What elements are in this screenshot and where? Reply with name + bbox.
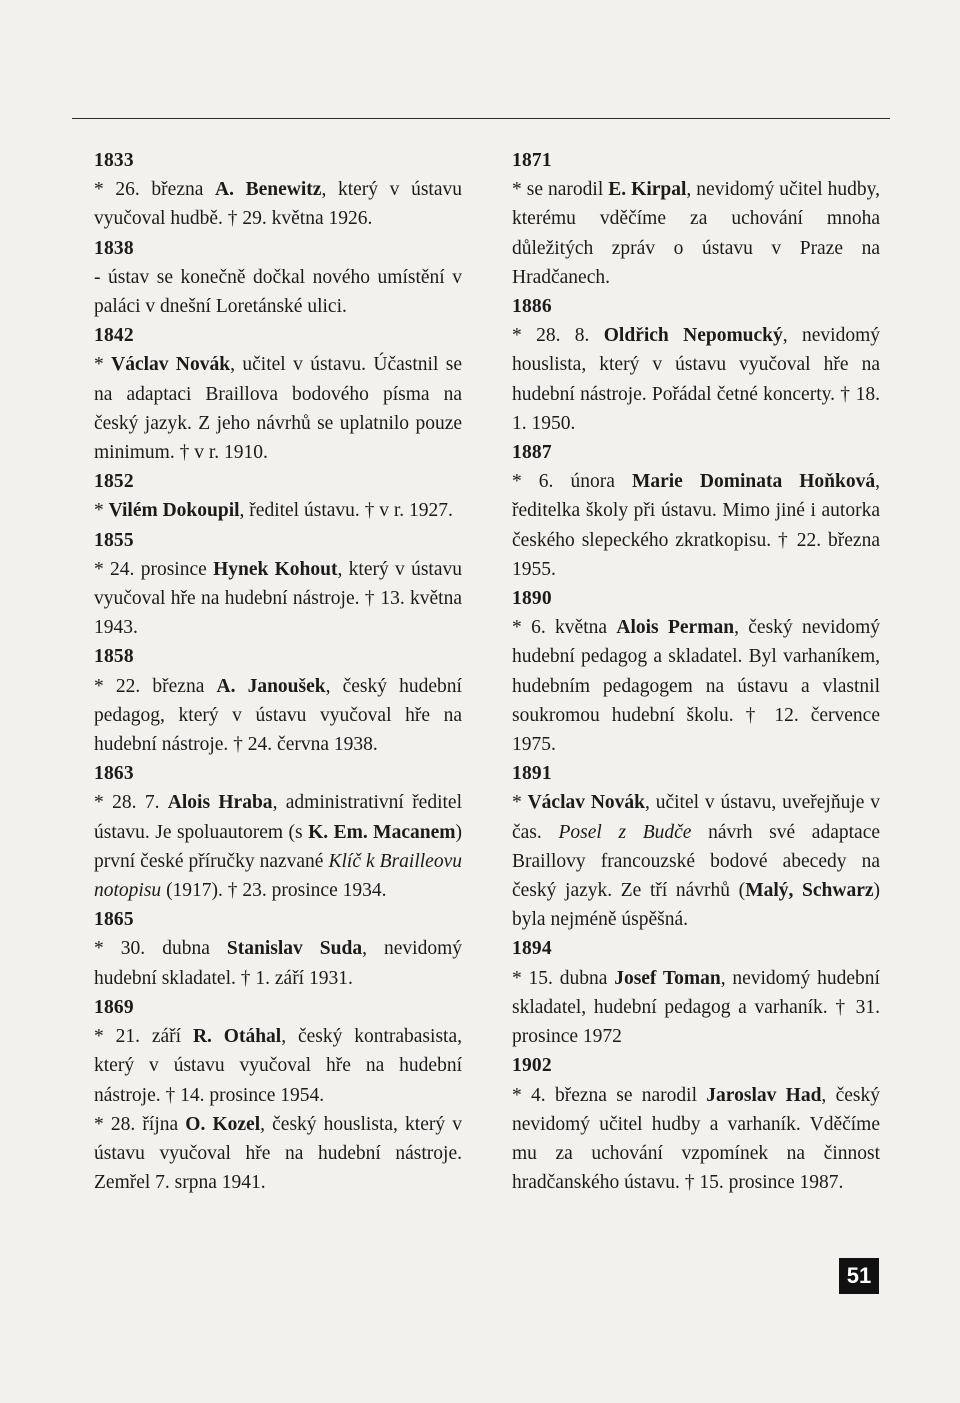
entry-text-part: , nevidomý hudební skladatel. † 1. září 1931. [94, 938, 462, 989]
entry-year: 1902 [512, 1055, 552, 1077]
entry-title: Klíč k Brailleovu notopisu [94, 850, 462, 902]
entry-year: 1891 [512, 763, 552, 785]
entry-text-part: , nevidomý houslista, který v ústavu vyučoval hře na hudební nástroje. Pořádal četné koncerty. † 18. 1. 1950. [512, 325, 880, 434]
entry-text-part: , český hudební pedagog, který v ústavu vyučoval hře na hudební nástroje. † 24. června 1938. [94, 675, 462, 756]
entry-text-part: , nevidomý učitel hudby, kterému vděčíme za uchování mnoha důležitých zpráv o ústavu v Praze na Hradčanech. [512, 179, 880, 288]
chronology-entry [94, 1110, 462, 1198]
entry-text [94, 1110, 462, 1198]
chronology-entry [94, 759, 462, 905]
entry-year: 1858 [94, 646, 134, 668]
chronology-entry [94, 467, 462, 525]
left-column [94, 146, 462, 1197]
entry-text-part: * [94, 500, 109, 522]
entry-text [512, 467, 880, 584]
entry-year: 1855 [94, 529, 134, 551]
entry-text-part: , český nevidomý hudební pedagog a skladatel. Byl varhaníkem, hudebním pedagogem na ústavu a vlastnil soukromou hudební školu. † 12. července 1975. [512, 617, 881, 756]
entry-name: Hynek Kohout [213, 558, 338, 580]
entry-year: 1838 [94, 237, 134, 259]
entry-text-part: , učitel v ústavu. Účastnil se na adaptaci Braillova bodového písma na český jazyk. Z jeho návrhů se uplatnilo pouze minimum. † v r. 1910. [94, 354, 462, 464]
chronology-entry [94, 993, 462, 1110]
chronology-entry [94, 642, 462, 759]
entry-text-part: * 30. dubna [94, 938, 227, 960]
entry-text-part: * 28. října [94, 1113, 186, 1135]
entry-name: A. Benewitz [215, 179, 322, 201]
entry-year: 1842 [94, 325, 134, 347]
entry-text-part: * 22. března [94, 675, 217, 697]
chronology-entry [94, 146, 462, 234]
entry-text [94, 555, 462, 643]
entry-name: K. Em. Macanem [308, 821, 456, 843]
entry-text [512, 1081, 880, 1198]
entry-text-part: ) byla nejméně úspěšná. [512, 880, 881, 931]
entry-name: Vilém Dokoupil [108, 500, 240, 522]
chronology-entry [94, 526, 462, 643]
entry-text-part: * [94, 354, 112, 376]
entry-text [94, 788, 462, 905]
entry-text [94, 672, 462, 760]
entry-text-part: * 28. 7. [94, 792, 168, 814]
entry-name: Malý, Schwarz [745, 880, 874, 902]
entry-text-part: * 24. prosince [94, 558, 214, 580]
entry-text-part: , ředitelka školy při ústavu. Mimo jiné i autorka českého slepeckého zkratkopisu. † 22. března 1955. [512, 471, 880, 580]
entry-year: 1890 [512, 588, 552, 610]
chronology-entry [94, 234, 462, 322]
entry-year: 1833 [94, 150, 134, 171]
chronology-entry [512, 934, 880, 1051]
entry-text [512, 964, 880, 1052]
entry-year: 1865 [94, 909, 134, 931]
entry-text [512, 175, 880, 292]
entry-name: Alois Hraba [167, 792, 273, 814]
entry-year: 1871 [512, 150, 552, 171]
entry-name: R. Otáhal [192, 1026, 282, 1048]
entry-name: O. Kozel [185, 1113, 261, 1135]
entry-text-part: , český kontrabasista, který v ústavu vyučoval hře na hudební nástroje. † 14. prosince 1954. [94, 1026, 462, 1106]
chronology-entry [94, 321, 462, 467]
entry-name: Václav Novák [527, 792, 646, 814]
chronology-entry [512, 146, 880, 292]
entry-text [94, 934, 462, 992]
entry-text-part: - ústav se konečně dočkal nového umístění v paláci v dnešní Loretánské ulici. [94, 266, 462, 318]
entry-title: Posel z Budče [558, 821, 692, 843]
right-column [512, 146, 880, 1197]
chronology-entry [512, 584, 880, 759]
entry-year: 1886 [512, 296, 552, 318]
entry-name: Stanislav Suda [226, 938, 363, 960]
entry-text [512, 321, 880, 438]
chronology-entry [512, 759, 880, 934]
entry-name: Josef Toman [614, 967, 721, 989]
entry-text-part: , ředitel ústavu. † v r. 1927. [239, 500, 453, 522]
entry-name: Václav Novák [111, 354, 231, 376]
entry-text [94, 1022, 462, 1110]
entry-text-part: , český nevidomý učitel hudby a varhaník. Vděčíme mu za uchování vzpomínek na činnost hradčanského ústavu. † 15. prosince 1987. [512, 1084, 880, 1194]
entry-text-part: (1917). † 23. prosince 1934. [161, 880, 387, 902]
entry-name: Jaroslav Had [706, 1084, 822, 1106]
entry-text-part: * 6. února [512, 471, 632, 493]
entry-text-part: , administrativní ředitel ústavu. Je spoluautorem (s [94, 792, 462, 843]
entry-text [512, 788, 880, 934]
entry-year: 1869 [94, 996, 134, 1018]
entry-name: Marie Dominata Hoňková [631, 471, 876, 493]
entry-text-part: , který v ústavu vyučoval hudbě. † 29. května 1926. [94, 179, 462, 230]
entry-text-part: * 26. března [94, 179, 216, 201]
entry-name: Alois Perman [616, 617, 735, 639]
entry-name: A. Janoušek [216, 675, 326, 697]
entry-text-part: * 4. března se narodil [512, 1084, 707, 1106]
entry-text-part: , nevidomý hudební skladatel, hudební pedagog a varhaník. † 31. prosince 1972 [512, 967, 880, 1048]
entry-year: 1852 [94, 471, 134, 493]
entry-name: E. Kirpal [608, 179, 687, 201]
entry-text-part: * 6. května [512, 617, 617, 639]
chronology-entry [512, 438, 880, 584]
entry-text-part: * [512, 792, 528, 814]
entry-text [512, 613, 880, 759]
chronology-entry [512, 292, 880, 438]
entry-text [94, 263, 462, 321]
chronology-entry [94, 905, 462, 993]
entry-text [94, 175, 462, 233]
entry-text-part: * 15. dubna [512, 967, 615, 989]
entry-year: 1863 [94, 763, 134, 785]
entry-text [94, 350, 462, 467]
chronology-entry [512, 1051, 880, 1197]
entry-text-part: * se narodil [512, 179, 609, 201]
entry-text [94, 496, 462, 525]
entry-text-part: * 28. 8. [512, 325, 604, 347]
header-rule [72, 118, 890, 119]
entry-year: 1887 [512, 442, 552, 464]
entry-year: 1894 [512, 938, 552, 960]
page-number: 51 [839, 1258, 879, 1294]
entry-name: Oldřich Nepomucký [603, 325, 783, 347]
entry-text-part: , český houslista, který v ústavu vyučoval hře na hudební nástroje. Zemřel 7. srpna 1941. [94, 1113, 462, 1194]
entry-text-part: návrh své adaptace Braillovy francouzské bodové abecedy na český jazyk. Ze tří návrhů ( [512, 821, 880, 902]
entry-text-part: , učitel v ústavu, uveřejňuje v čas. [512, 792, 880, 843]
entry-text-part: * 21. září [94, 1026, 193, 1048]
entry-text-part: , který v ústavu vyučoval hře na hudební nástroje. † 13. května 1943. [94, 558, 462, 639]
entry-text-part: ) první české příručky nazvané [94, 821, 462, 872]
